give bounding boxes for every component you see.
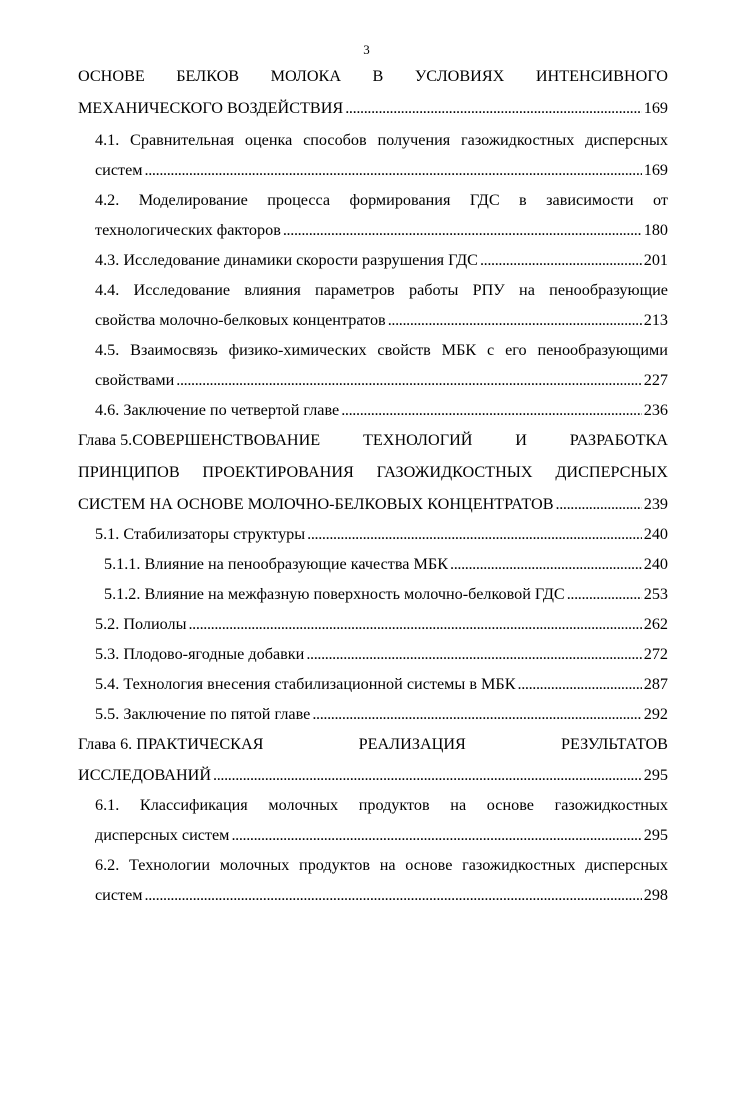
dot-leader — [345, 96, 641, 120]
toc-entry-6-1-line2 — [95, 823, 668, 847]
toc-word: на — [519, 281, 535, 299]
toc-word: Взаимосвязь — [130, 341, 218, 359]
toc-word: РПУ — [472, 281, 505, 299]
toc-entry-title: свойствами — [95, 371, 175, 389]
toc-page-number: 240 — [643, 555, 668, 573]
toc-word: процесса — [267, 191, 331, 209]
toc-word: И — [515, 431, 527, 449]
toc-word: продуктов — [299, 856, 370, 874]
toc-entry-6-2-line1 — [95, 853, 668, 877]
toc-entry-title: 5.2. Полиолы — [95, 615, 187, 633]
toc-entry-ch6-line2 — [78, 763, 668, 787]
toc-page-number: 239 — [643, 495, 668, 513]
toc-page-number: 227 — [643, 371, 668, 389]
toc-entry-5-1 — [95, 522, 668, 546]
toc-page-number: 295 — [643, 766, 668, 784]
toc-word: параметров — [315, 281, 395, 299]
toc-word: газожидкостных — [461, 131, 575, 149]
toc-entry-4-5-line2 — [95, 368, 668, 392]
toc-entry-5-1-1 — [104, 552, 668, 576]
toc-entry-ch4-line1 — [78, 64, 668, 88]
page-number: 3 — [363, 42, 370, 57]
toc-word: БЕЛКОВ — [176, 67, 240, 85]
toc-page-number: 169 — [643, 161, 668, 179]
toc-entry-title: 5.5. Заключение по пятой главе — [95, 705, 311, 723]
toc-entry-4-2-line2 — [95, 218, 668, 242]
toc-entry-title: дисперсных систем — [95, 826, 230, 844]
toc-entry-5-5 — [95, 702, 668, 726]
dot-leader — [145, 883, 642, 907]
toc-entry-title: 5.3. Плодово-ягодные добавки — [95, 645, 305, 663]
toc-word: основе — [486, 796, 534, 814]
toc-word: Сравнительная — [130, 131, 235, 149]
dot-leader — [283, 218, 642, 242]
toc-page-number: 295 — [643, 826, 668, 844]
toc-entry-title: 4.3. Исследование динамики скорости разрушения ГДС — [95, 251, 478, 269]
toc-entry-4-6 — [95, 398, 668, 422]
toc-word: ДИСПЕРСНЫХ — [555, 463, 668, 481]
toc-entry-title: свойства молочно-белковых концентратов — [95, 311, 386, 329]
dot-leader — [176, 368, 641, 392]
dot-leader — [213, 763, 642, 787]
toc-entry-5-1-2 — [104, 582, 668, 606]
toc-word: Технологии — [128, 856, 210, 874]
toc-entry-ch6-line1 — [78, 732, 668, 756]
toc-word: газожидкостных — [462, 856, 576, 874]
toc-word: дисперсных — [585, 856, 668, 874]
toc-entry-4-4-line2 — [95, 308, 668, 332]
toc-page-number: 272 — [643, 645, 668, 663]
toc-page-number: 201 — [643, 251, 668, 269]
toc-page-number: 236 — [643, 401, 668, 419]
toc-word: на — [450, 796, 467, 814]
dot-leader — [306, 642, 641, 666]
toc-page-number: 169 — [643, 99, 668, 117]
toc-word: МБК — [441, 341, 477, 359]
toc-entry-title: ИССЛЕДОВАНИЙ — [78, 766, 212, 784]
toc-page-number: 213 — [643, 311, 668, 329]
toc-word: зависимости — [546, 191, 634, 209]
toc-word: с — [487, 341, 495, 359]
toc-entry-ch5-line3 — [78, 492, 668, 516]
toc-word: способов — [303, 131, 367, 149]
toc-word: УСЛОВИЯХ — [414, 67, 505, 85]
toc-word: молочных — [219, 856, 290, 874]
toc-word: Классификация — [139, 796, 248, 814]
dot-leader — [450, 552, 642, 576]
toc-word: молочных — [268, 796, 339, 814]
toc-entry-title: 4.6. Заключение по четвертой главе — [95, 401, 340, 419]
dot-leader — [567, 582, 642, 606]
dot-leader — [231, 823, 641, 847]
dot-leader — [307, 522, 642, 546]
toc-word: 4.2. — [95, 191, 120, 209]
toc-word: физико-химических — [228, 341, 367, 359]
toc-word: пенообразующие — [549, 281, 668, 299]
toc-word: получения — [377, 131, 451, 149]
toc-word: влияния — [244, 281, 301, 299]
toc-entry-ch5-line2 — [78, 460, 668, 484]
toc-entry-5-4 — [95, 672, 668, 696]
toc-word: ПРОЕКТИРОВАНИЯ — [202, 463, 354, 481]
toc-entry-title: 5.4. Технология внесения стабилизационной системы в МБК — [95, 675, 516, 693]
toc-page-number: 253 — [643, 585, 668, 603]
dot-leader — [312, 702, 641, 726]
toc-word: 4.5. — [95, 341, 120, 359]
toc-entry-ch4-line2 — [78, 96, 668, 120]
toc-word: РЕЗУЛЬТАТОВ — [560, 735, 668, 753]
toc-entry-title: 5.1.1. Влияние на пенообразующие качества МБК — [104, 555, 449, 573]
toc-entry-ch5-line1 — [78, 428, 668, 452]
toc-word: в — [519, 191, 527, 209]
toc-entry-title: МЕХАНИЧЕСКОГО ВОЗДЕЙСТВИЯ — [78, 99, 344, 117]
toc-word: В — [372, 67, 384, 85]
dot-leader — [518, 672, 642, 696]
toc-page-number: 292 — [643, 705, 668, 723]
toc-word: РЕАЛИЗАЦИЯ — [358, 735, 466, 753]
toc-word: свойств — [377, 341, 431, 359]
toc-word: от — [652, 191, 668, 209]
toc-entry-6-1-line1 — [95, 793, 668, 817]
toc-word: ТЕХНОЛОГИЙ — [363, 431, 473, 449]
toc-entry-title: технологических факторов — [95, 221, 281, 239]
toc-entry-4-1-line1 — [95, 128, 668, 152]
toc-word: дисперсных — [585, 131, 668, 149]
toc-page-number: 180 — [643, 221, 668, 239]
toc-word: оценка — [244, 131, 293, 149]
toc-entry-5-2 — [95, 612, 668, 636]
toc-word: ГДС — [469, 191, 500, 209]
toc-word: газожидкостных — [554, 796, 668, 814]
toc-word: Глава 6. ПРАКТИЧЕСКАЯ — [78, 735, 264, 753]
toc-word: 6.2. — [95, 856, 120, 874]
toc-word: пенообразующими — [537, 341, 668, 359]
toc-word: Моделирование — [138, 191, 248, 209]
toc-page-number: 262 — [643, 615, 668, 633]
toc-entry-4-2-line1 — [95, 188, 668, 212]
toc-word: основе — [405, 856, 453, 874]
toc-entry-title: систем — [95, 886, 143, 904]
toc-entry-4-4-line1 — [95, 278, 668, 302]
dot-leader — [145, 158, 642, 182]
toc-entry-4-3 — [95, 248, 668, 272]
toc-entry-title: 5.1. Стабилизаторы структуры — [95, 525, 306, 543]
dot-leader — [188, 612, 641, 636]
toc-entry-6-2-line2 — [95, 883, 668, 907]
toc-word: 6.1. — [95, 796, 120, 814]
toc-word: 4.1. — [95, 131, 120, 149]
dot-leader — [341, 398, 642, 422]
toc-word: продуктов — [358, 796, 430, 814]
dot-leader — [480, 248, 642, 272]
toc-word: РАЗРАБОТКА — [569, 431, 668, 449]
toc-entry-title: систем — [95, 161, 143, 179]
toc-word: Исследование — [133, 281, 231, 299]
toc-word: 4.4. — [95, 281, 120, 299]
toc-entry-title: 5.1.2. Влияние на межфазную поверхность молочно-белковой ГДС — [104, 585, 565, 603]
toc-entry-5-3 — [95, 642, 668, 666]
toc-word: на — [379, 856, 396, 874]
toc-word: работы — [408, 281, 459, 299]
toc-word: ПРИНЦИПОВ — [78, 463, 180, 481]
toc-page-number: 287 — [643, 675, 668, 693]
toc-word: ОСНОВЕ — [78, 67, 145, 85]
toc-word: его — [505, 341, 527, 359]
toc-word: Глава 5.СОВЕРШЕНСТВОВАНИЕ — [78, 431, 321, 449]
toc-entry-4-1-line2 — [95, 158, 668, 182]
toc-word: МОЛОКА — [270, 67, 342, 85]
toc-word: ИНТЕНСИВНОГО — [535, 67, 668, 85]
dot-leader — [556, 492, 642, 516]
toc-word: формирования — [349, 191, 451, 209]
toc-page-number: 240 — [643, 525, 668, 543]
toc-word: ГАЗОЖИДКОСТНЫХ — [376, 463, 533, 481]
dot-leader — [388, 308, 642, 332]
toc-entry-4-5-line1 — [95, 338, 668, 362]
toc-page-number: 298 — [643, 886, 668, 904]
toc-entry-title: СИСТЕМ НА ОСНОВЕ МОЛОЧНО-БЕЛКОВЫХ КОНЦЕНТРАТОВ — [78, 495, 554, 513]
